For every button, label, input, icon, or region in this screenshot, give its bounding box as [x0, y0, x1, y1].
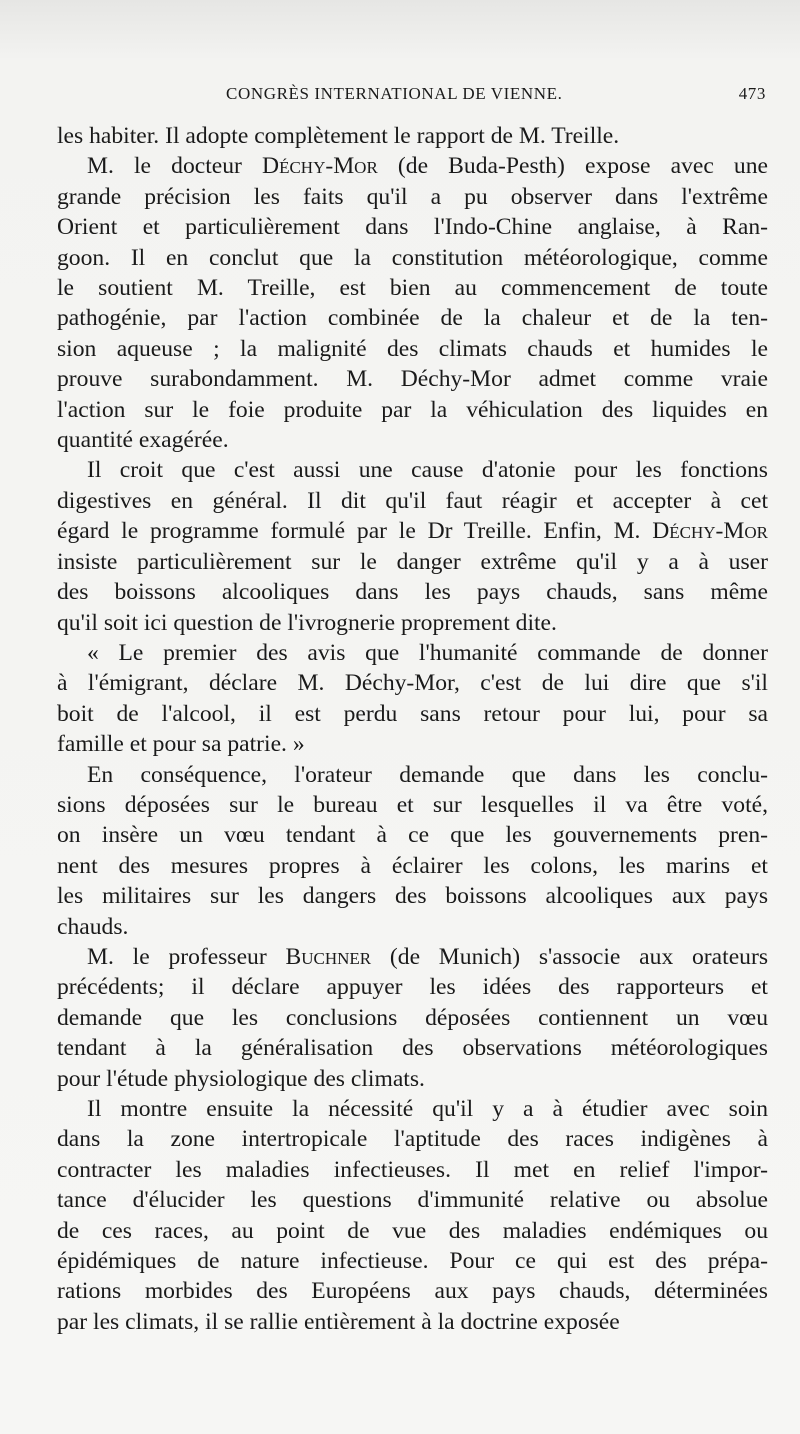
- text-line: nent des mesures propres à éclairer les colons, les marins et: [57, 852, 768, 879]
- text-line: Il montre ensuite la nécessité qu'il y a à étudier avec soin: [87, 1096, 768, 1122]
- text-line: En conséquence, l'orateur demande que dans les conclu-: [87, 761, 768, 788]
- text-line: épidémiques de nature infectieuse. Pour ce qui est des prépa-: [57, 1248, 768, 1275]
- paragraph: [57, 638, 768, 760]
- text-line: demande que les conclusions déposées contiennent un vœu: [57, 1004, 768, 1031]
- text-line: pathogénie, par l'action combinée de la chaleur et de la ten-: [57, 305, 768, 332]
- text-line: prouve surabondamment. M. Déchy-Mor admet comme vraie: [57, 366, 768, 393]
- text-line: de ces races, au point de vue des maladies endémiques ou: [57, 1217, 768, 1244]
- text-line: des boissons alcooliques dans les pays chauds, sans même: [57, 579, 768, 606]
- page-number: 473: [738, 84, 766, 103]
- text-line: grande précision les faits qu'il a pu observer dans l'extrême: [57, 183, 768, 210]
- text-line: goon. Il en conclut que la constitution météorologique, comme: [57, 244, 768, 271]
- text-line: dans la zone intertropicale l'aptitude des races indigènes à: [57, 1126, 768, 1153]
- paragraph: [57, 151, 768, 455]
- paragraph: [57, 455, 768, 637]
- text-line: chauds.: [57, 913, 129, 940]
- text-line: quantité exagérée.: [57, 427, 229, 454]
- text-line: précédents; il déclare appuyer les idées des rapporteurs et: [57, 974, 768, 1001]
- text-line: sions déposées sur le bureau et sur lesquelles il va être voté,: [57, 791, 768, 818]
- text-line: tendant à la généralisation des observations météorologiques: [57, 1035, 768, 1062]
- text-line: tance d'élucider les questions d'immunité relative ou absolue: [57, 1187, 768, 1214]
- running-title: CONGRÈS INTERNATIONAL DE VIENNE.: [226, 84, 563, 103]
- paragraph: [57, 942, 768, 1094]
- paragraph: [57, 121, 768, 151]
- text-line: « Le premier des avis que l'humanité commande de donner: [87, 639, 768, 666]
- text-line: pour l'étude physiologique des climats.: [57, 1065, 425, 1092]
- text-line: égard le programme formulé par le Dr Treille. Enfin, M. Déchy-Mor: [57, 518, 768, 545]
- text-line: insiste particulièrement sur le danger extrême qu'il y a à user: [57, 548, 768, 575]
- text-line: sion aqueuse ; la malignité des climats chauds et humides le: [57, 335, 768, 362]
- text-line: rations morbides des Européens aux pays chauds, déterminées: [57, 1278, 768, 1305]
- paragraph: [57, 1094, 768, 1337]
- paragraph: [57, 760, 768, 942]
- text-line: Il croit que c'est aussi une cause d'atonie pour les fonctions: [87, 457, 768, 484]
- text-line: par les climats, il se rallie entièrement à la doctrine exposée: [57, 1308, 620, 1335]
- text-line: à l'émigrant, déclare M. Déchy-Mor, c'est de lui dire que s'il: [57, 670, 768, 697]
- text-line: les habiter. Il adopte complètement le rapport de M. Treille.: [57, 123, 620, 149]
- text-line: contracter les maladies infectieuses. Il met en relief l'impor-: [57, 1156, 768, 1183]
- text-line: on insère un vœu tendant à ce que les gouvernements pren-: [57, 822, 768, 849]
- text-line: M. le docteur Déchy-Mor (de Buda-Pesth) expose avec une: [87, 153, 768, 180]
- text-line: l'action sur le foie produite par la véhiculation des liquides en: [57, 396, 768, 423]
- text-line: Orient et particulièrement dans l'Indo-Chine anglaise, à Ran-: [57, 214, 768, 241]
- text-line: famille et pour sa patrie. »: [57, 731, 305, 758]
- text-line: digestives en général. Il dit qu'il faut réagir et accepter à cet: [57, 487, 768, 514]
- body-text: [57, 121, 768, 1337]
- text-line: qu'il soit ici question de l'ivrognerie proprement dite.: [57, 609, 557, 636]
- text-line: boit de l'alcool, il est perdu sans retour pour lui, pour sa: [57, 700, 768, 727]
- text-line: M. le professeur Buchner (de Munich) s'associe aux orateurs: [87, 943, 768, 970]
- text-line: le soutient M. Treille, est bien au commencement de toute: [57, 275, 768, 302]
- text-line: les militaires sur les dangers des boissons alcooliques aux pays: [57, 883, 768, 910]
